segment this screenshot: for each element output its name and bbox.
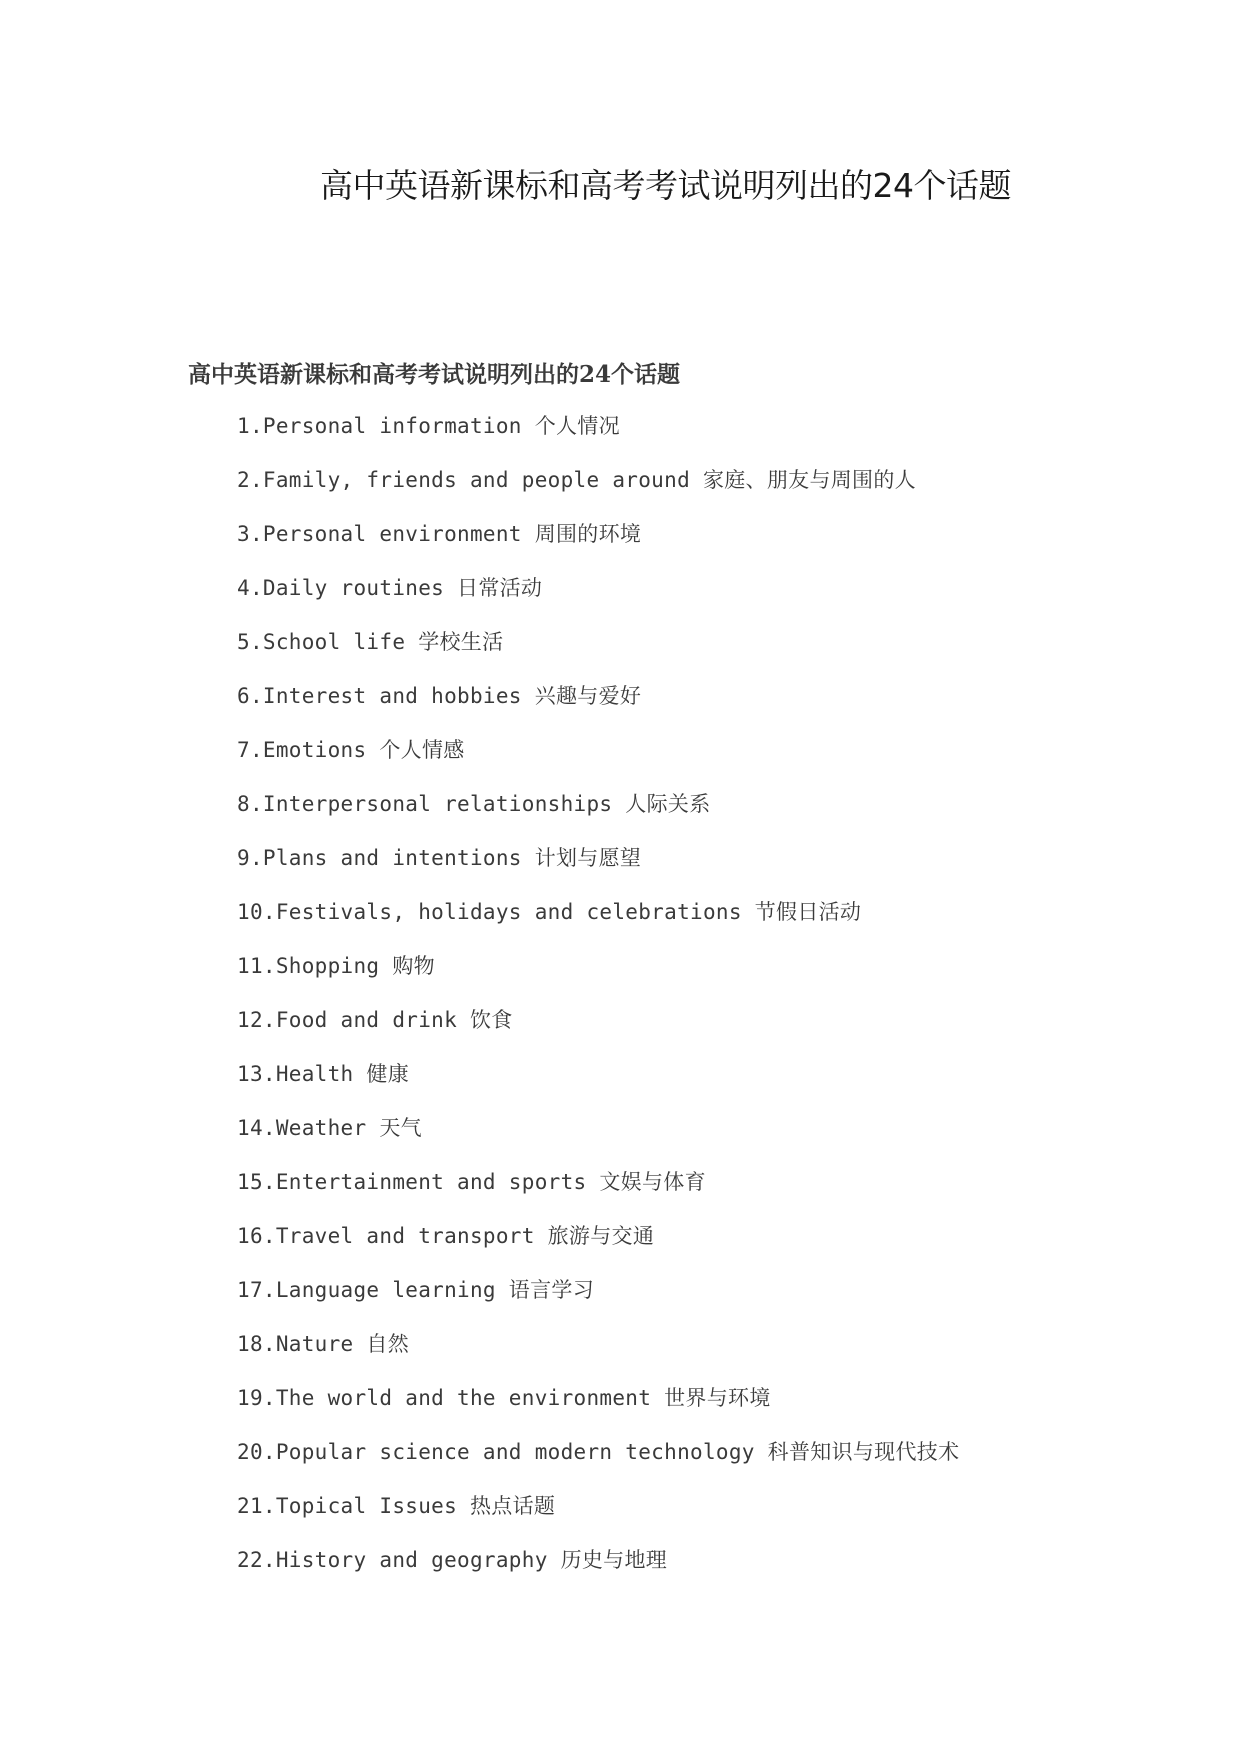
topic-item: 18.Nature 自然 xyxy=(237,1332,410,1356)
topic-item: 4.Daily routines 日常活动 xyxy=(237,576,543,600)
topic-item: 5.School life 学校生活 xyxy=(237,630,504,654)
section-heading: 高中英语新课标和高考考试说明列出的24个话题 xyxy=(188,361,681,388)
topic-item: 3.Personal environment 周围的环境 xyxy=(237,522,642,546)
topic-item: 22.History and geography 历史与地理 xyxy=(237,1548,668,1572)
topic-item: 12.Food and drink 饮食 xyxy=(237,1008,513,1032)
topic-item: 11.Shopping 购物 xyxy=(237,954,435,978)
topic-item: 1.Personal information 个人情况 xyxy=(237,414,620,438)
topic-item: 16.Travel and transport 旅游与交通 xyxy=(237,1224,655,1248)
topic-item: 8.Interpersonal relationships 人际关系 xyxy=(237,792,711,816)
topic-item: 15.Entertainment and sports 文娱与体育 xyxy=(237,1170,706,1194)
topic-item: 7.Emotions 个人情感 xyxy=(237,738,465,762)
page-title: 高中英语新课标和高考考试说明列出的24个话题 xyxy=(320,166,1011,205)
topic-item: 20.Popular science and modern technology 科普知识与现代技术 xyxy=(237,1440,960,1464)
topic-item: 13.Health 健康 xyxy=(237,1062,410,1086)
topic-item: 10.Festivals, holidays and celebrations 节假日活动 xyxy=(237,900,862,924)
topic-item: 17.Language learning 语言学习 xyxy=(237,1278,595,1302)
topic-item: 14.Weather 天气 xyxy=(237,1116,422,1140)
topic-item: 6.Interest and hobbies 兴趣与爱好 xyxy=(237,684,642,708)
topic-item: 21.Topical Issues 热点话题 xyxy=(237,1494,556,1518)
topic-item: 19.The world and the environment 世界与环境 xyxy=(237,1386,771,1410)
topic-list xyxy=(237,408,959,1596)
topic-item: 9.Plans and intentions 计划与愿望 xyxy=(237,846,642,870)
topic-item: 2.Family, friends and people around 家庭、朋友与周围的人 xyxy=(237,468,916,492)
